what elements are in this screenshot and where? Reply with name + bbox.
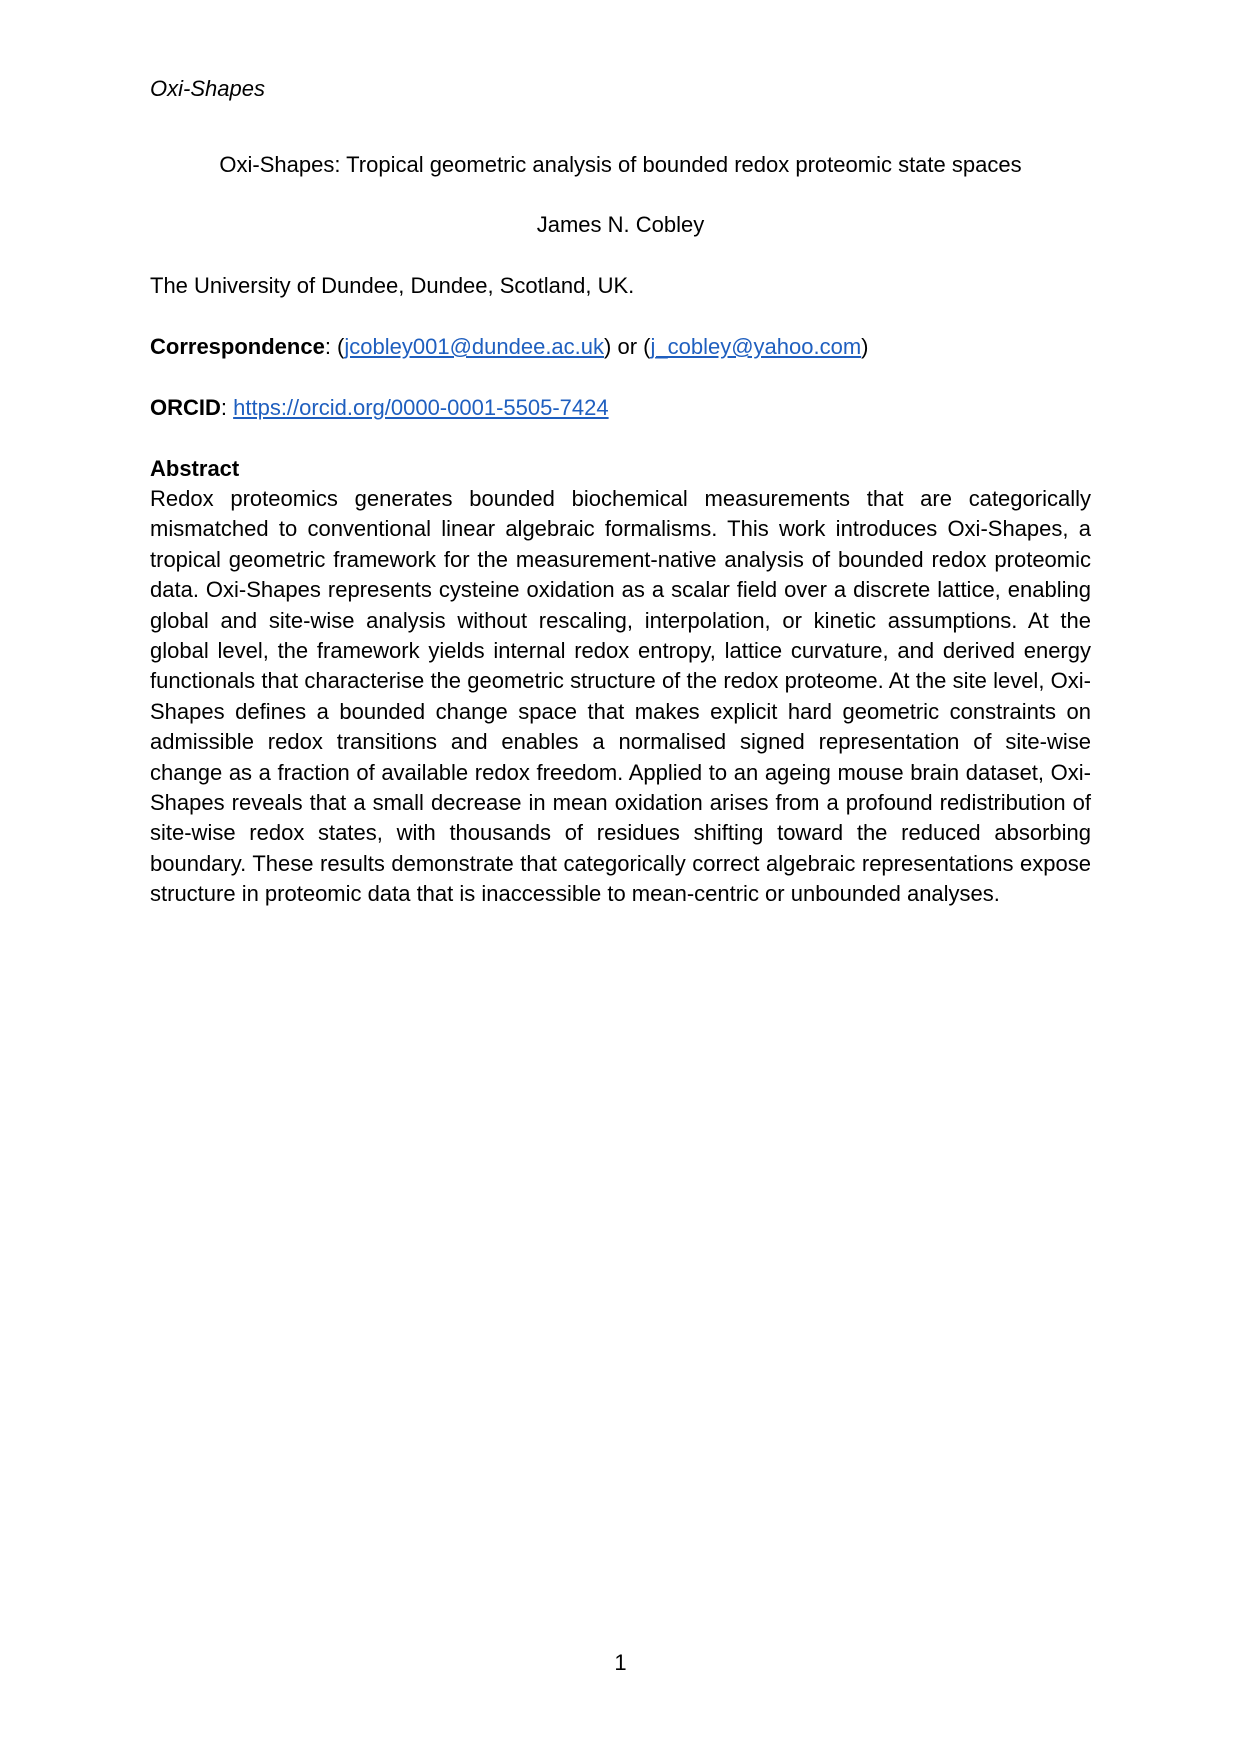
orcid-separator: : <box>220 395 234 420</box>
author-name: James N. Cobley <box>536 212 705 237</box>
orcid-label: ORCID <box>150 395 221 420</box>
orcid-line <box>150 393 609 423</box>
correspondence-end: ) <box>861 334 869 359</box>
page-number: 1 <box>614 1650 627 1675</box>
abstract-text: Redox proteomics generates bounded biochemical measurements that are categorically mismatched to conventional linear algebraic formalisms. This work introduces Oxi-Shapes, a tropical geometric framework for the measurement-native analysis of bounded redox proteomic data. Oxi-Shapes represents cysteine oxidation as a scalar field over a discrete lattice, enabling global and site-wise analysis without rescaling, interpolation, or kinetic assumptions. At the global level, the framework yields internal redox entropy, lattice curvature, and derived energy functionals that characterise the geometric structure of the redox proteome. At the site level, Oxi-Shapes defines a bounded change space that makes explicit hard geometric constraints on admissible redox transitions and enables a normalised signed representation of site-wise change as a fraction of available redox freedom. Applied to an ageing mouse brain dataset, Oxi-Shapes reveals that a small decrease in mean oxidation arises from a profound redistribution of site-wise redox states, with thousands of residues shifting toward the reduced absorbing boundary. These results demonstrate that categorically correct algebraic representations expose structure in proteomic data that is inaccessible to mean-centric or unbounded analyses. <box>150 486 1091 907</box>
correspondence-line <box>150 332 868 362</box>
author-affiliation: The University of Dundee, Dundee, Scotland, UK. <box>150 273 635 298</box>
email-link-yahoo[interactable]: j_cobley@yahoo.com <box>650 334 862 359</box>
correspondence-middle: ) or ( <box>604 334 651 359</box>
correspondence-label: Correspondence <box>150 334 325 359</box>
abstract-heading: Abstract <box>150 456 240 481</box>
correspondence-separator: : ( <box>324 334 345 359</box>
running-head: Oxi-Shapes <box>150 76 265 101</box>
paper-title: Oxi-Shapes: Tropical geometric analysis of bounded redox proteomic state spaces <box>219 152 1022 177</box>
orcid-link[interactable]: https://orcid.org/0000-0001-5505-7424 <box>233 395 609 420</box>
email-link-dundee[interactable]: jcobley001@dundee.ac.uk <box>344 334 605 359</box>
